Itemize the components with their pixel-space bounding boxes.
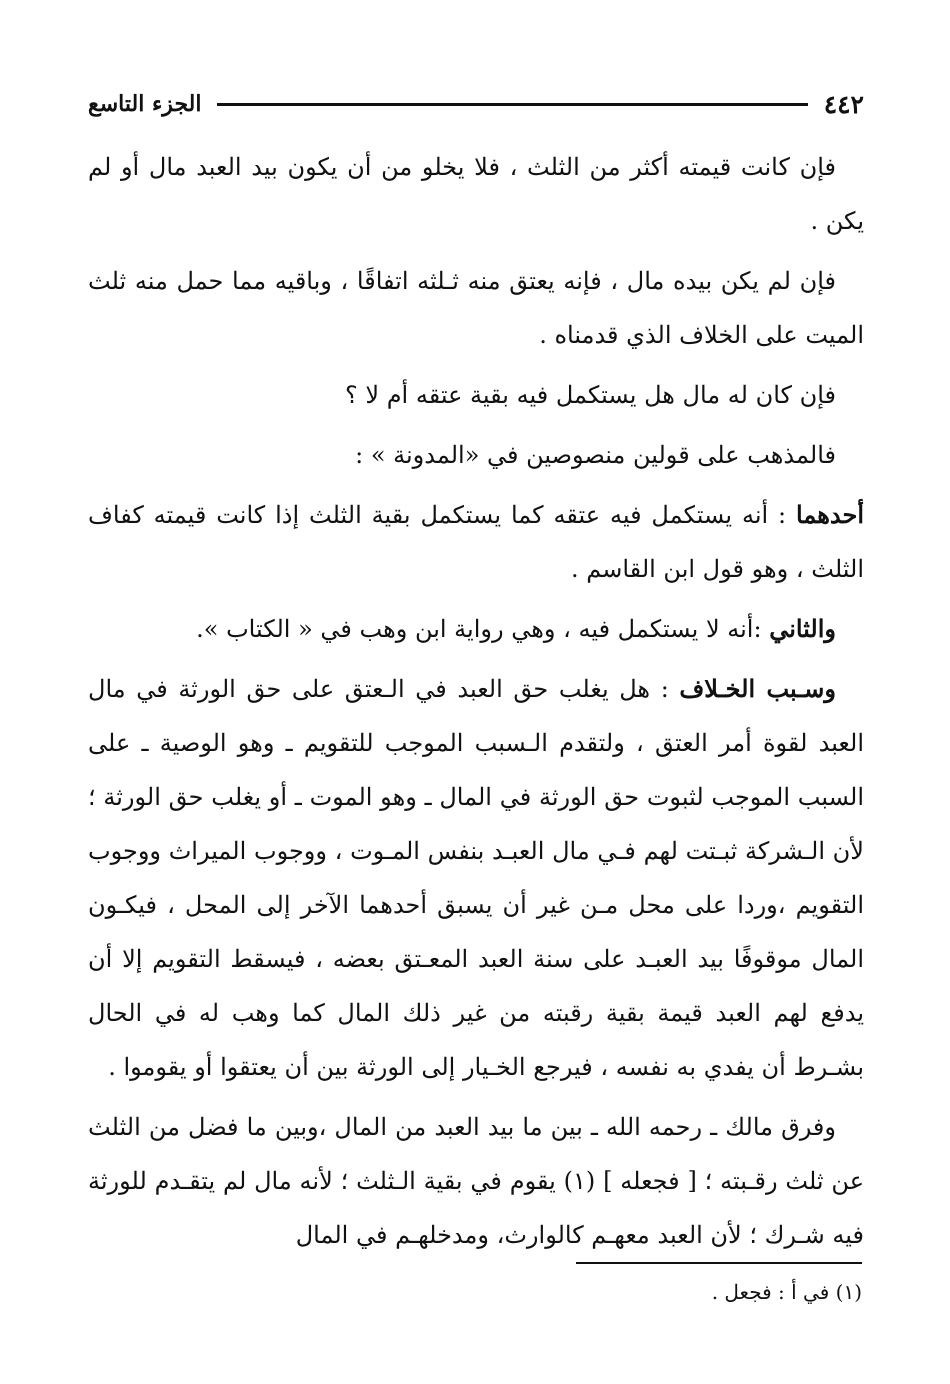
main-text bbox=[88, 140, 864, 1268]
paragraph-text: فالمذهب على قولين منصوصين في «المدونة » : bbox=[355, 441, 836, 469]
paragraph-lead: وسـبب الخـلاف bbox=[679, 674, 836, 703]
footnote: (١) في أ : فجعل . bbox=[711, 1280, 862, 1304]
paragraph bbox=[88, 662, 864, 1094]
paragraph-text: فإن كان له مال هل يستكمل فيه بقية عتقه أم لا ؟ bbox=[345, 381, 836, 409]
paragraph-text: وفرق مالك ـ رحمه الله ـ بين ما بيد العبد من المال ،وبين ما فضل من الثلث عن ثلث رقـبته ؛ [ فجعله ] (١) يقوم في بقية الـثلث ؛ لأنه مال لم يتقـدم للورثة فيه شـرك ؛ لأن العبد معهـم كالوارث، ومدخلهـم في المال bbox=[88, 1113, 865, 1249]
paragraph-text: : هل يغلب حق العبد في الـعتق على حق الورثة في مال العبد لقوة أمر العتق ، ولتقدم الـسبب الموجب للتقويم ـ وهو الوصية ـ على السبب الموجب لثبوت حق الورثة في المال ـ وهو الموت ـ أو يغلب حق الورثة ؛ لأن الـشركة ثبـتت لهم فـي مال العبـد بنفس المـوت ، ووجوب الميراث ووجوب التقويم ،وردا على محل مـن غير أن يسبق أحدهما الآخر إلى المحل ، فيكـون المال موقوفًا بيد العبـد على سنة العبد المعـتق بعضه ، فيسقط التقويم إلا أن يدفع لهم العبد قيمة بقية رقبته من غير ذلك المال كما وهب له في الحال بشـرط أن يفدي به نفسه ، فيرجع الخـيار إلى الورثة بين أن يعتقوا أو يقوموا . bbox=[88, 675, 865, 1081]
paragraph-text: فإن لم يكن بيده مال ، فإنه يعتق منه ثـلثه اتفاقًا ، وباقيه مما حمل منه ثلث الميت على الخلاف الذي قدمناه . bbox=[88, 267, 864, 349]
paragraph bbox=[88, 602, 864, 656]
page-header bbox=[88, 84, 864, 124]
paragraph bbox=[88, 1100, 864, 1262]
paragraph bbox=[88, 488, 864, 596]
footnote-rule bbox=[576, 1262, 862, 1264]
paragraph-text: : أنه يستكمل فيه عتقه كما يستكمل بقية الثلث إذا كانت قيمته كفاف الثلث ، وهو قول ابن القاسم . bbox=[88, 501, 864, 583]
paragraph-text: :أنه لا يستكمل فيه ، وهي رواية ابن وهب في « الكتاب ». bbox=[196, 615, 770, 643]
paragraph bbox=[88, 140, 864, 248]
header-rule bbox=[217, 103, 807, 106]
paragraph-lead: والثاني bbox=[769, 614, 836, 643]
paragraph bbox=[88, 368, 864, 422]
volume-title: الجزء التاسع bbox=[88, 91, 202, 117]
page-number: ٤٤٢ bbox=[823, 89, 864, 119]
paragraph bbox=[88, 254, 864, 362]
paragraph bbox=[88, 428, 864, 482]
paragraph-lead: أحدهما bbox=[796, 500, 864, 529]
paragraph-text: فإن كانت قيمته أكثر من الثلث ، فلا يخلو من أن يكون بيد العبد مال أو لم يكن . bbox=[88, 153, 864, 235]
